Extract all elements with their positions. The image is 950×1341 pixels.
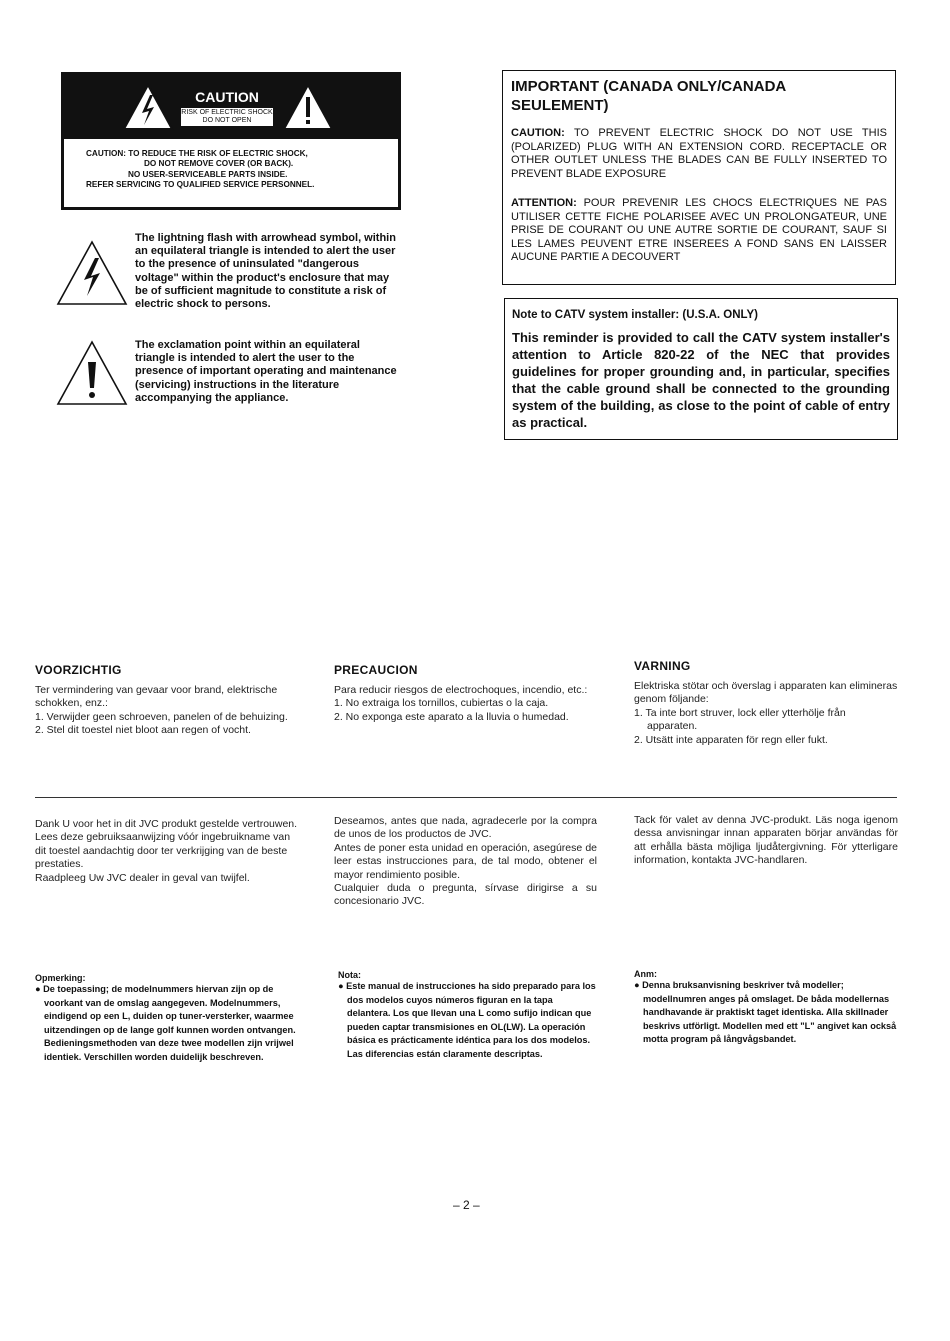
caution-subtitle-line: DO NOT OPEN [202, 117, 252, 124]
dutch-warning [35, 663, 300, 738]
important-attention-text: POUR PREVENIR LES CHOCS ELECTRIQUES NE PAS UTILISER CETTE FICHE POLARISEE AVEC UN PROLONGATEUR, UNE PRISE DE COURANT OU UNE AUTRE SORTIE DE COURANT, SAUF SI LES LAMES PEUVENT ETRE INSEREES A FOND SANS EN LAISSER AUCUNE PARTIE A DECOUVERT [511, 197, 887, 264]
caution-text-line: NO USER-SERVICEABLE PARTS INSIDE. [128, 169, 288, 179]
dutch-warning-text [35, 684, 300, 738]
caution-subtitle [180, 107, 274, 127]
swedish-note-text [634, 979, 898, 1047]
dutch-warning-intro: Ter vermindering van gevaar voor brand, elektrische schokken, enz.: [35, 684, 278, 710]
dutch-warning-item: 1. Verwijder geen schroeven, panelen of de behuizing. [35, 710, 288, 723]
page-number: – 2 – [453, 1198, 480, 1212]
spanish-note-heading: Nota: [338, 970, 361, 980]
dutch-thanks: Dank U voor het in dit JVC produkt gestelde vertrouwen. Lees deze gebruiksaanwijzing vóór ingebruikname van dit toestel aandachtig door ter verkrijging van de beste prestaties. Raadpleeg Uw JVC dealer in geval van twijfel. [35, 818, 298, 884]
swedish-note-heading: Anm: [634, 969, 657, 979]
swedish-warning [634, 659, 898, 747]
dutch-note-text [35, 983, 300, 1065]
swedish-warning-item: 1. Ta inte bort struver, lock eller ytterhölje från apparaten. [634, 706, 846, 733]
caution-label-text [72, 149, 390, 190]
spanish-warning-intro: Para reducir riesgos de electrochoques, incendio, etc.: [334, 684, 588, 696]
swedish-note-item: ● Denna bruksanvisning beskriver två modeller; modellnumren anges på omslaget. De båda modellernas handhavande är praktiskt taget identiska. Alla skillnader beskrivs utförligt. Modellen med ett "L" angivet kan också motta program på långvågsbandet. [634, 980, 897, 1045]
exclamation-symbol-description: The exclamation point within an equilateral triangle is intended to alert the user to the presence of important operating and maintenance (servicing) instructions in the literature accompanying the appliance. [135, 339, 397, 404]
spanish-warning-text [334, 684, 597, 724]
caution-subtitle-line: RISK OF ELECTRIC SHOCK [181, 109, 273, 116]
lightning-symbol-description: The lightning flash with arrowhead symbol, within an equilateral triangle is intended to alert the user to the presence of uninsulated "dangerous voltage" within the product's enclosure that may be of sufficient magnitude to constitute a risk of electric shock to persons. [135, 232, 396, 311]
catv-title: Note to CATV system installer: (U.S.A. ONLY) [512, 309, 759, 321]
spanish-warning-item: 2. No exponga este aparato a la lluvia o humedad. [334, 710, 569, 723]
exclamation-triangle-icon [56, 340, 128, 406]
caution-text-line: REFER SERVICING TO QUALIFIED SERVICE PERSONNEL. [86, 179, 315, 189]
spanish-note-item: ● Este manual de instrucciones ha sido preparado para los dos modelos cuyos números figuran en la tapa delantera. Los que llevan una L como sufijo indican que pueden captar transmisiones en OL(LW). La operación básica es prácticamente idéntica para los dos modelos. Las diferencias están claramente descriptas. [338, 981, 596, 1059]
swedish-warning-intro: Elektriska stötar och överslag i apparaten kan elimineras genom följande: [634, 680, 898, 706]
spanish-warning-item: 1. No extraiga los tornillos, cubiertas o la caja. [334, 697, 549, 710]
lightning-warning-icon [122, 83, 174, 131]
caution-center-panel [180, 89, 274, 127]
section-divider [35, 797, 897, 798]
swedish-warning-heading: VARNING [634, 659, 691, 673]
spanish-note-text [338, 980, 598, 1062]
important-canada-box [502, 70, 896, 285]
dutch-note-item: ● De toepassing; de modelnummers hiervan zijn op de voorkant van de omslag aangegeven. Modelnummers, eindigend op een L, duiden op tuner-versterker, waarmee uitzendingen op de lange golf kunnen worden ontvangen. Bedieningsmethoden van deze twee modellen zijn vrijwel identiek. Verschillen worden duidelijk beschreven. [35, 984, 296, 1062]
spanish-warning [334, 663, 597, 724]
spanish-note [338, 970, 598, 1062]
swedish-note [634, 969, 898, 1047]
caution-label-header [64, 75, 398, 139]
important-title-line: IMPORTANT (CANADA ONLY/CANADA [511, 78, 787, 95]
important-attention-label: ATTENTION: [511, 197, 577, 209]
important-caution-text: TO PREVENT ELECTRIC SHOCK DO NOT USE THIS (POLARIZED) PLUG WITH AN EXTENSION CORD. RECEPTACLE OR OTHER OUTLET UNLESS THE BLADES CAN BE FULLY INSERTED TO PREVENT BLADE EXPOSURE [511, 127, 887, 180]
important-title [511, 77, 786, 115]
swedish-warning-text [634, 680, 898, 747]
spanish-warning-heading: PRECAUCION [334, 663, 418, 677]
dutch-warning-heading: VOORZICHTIG [35, 663, 122, 677]
dutch-warning-item: 2. Stel dit toestel niet bloot aan regen of vocht. [35, 724, 251, 737]
swedish-thanks: Tack för valet av denna JVC-produkt. Läs noga igenom dessa anvisningar innan apparaten börjar användas för att erhålla bästa möjliga ljudåtergivning. För ytterligare information, kontakta JVC-handlaren. [634, 814, 898, 867]
swedish-warning-item: 2. Utsätt inte apparaten för regn eller fukt. [634, 733, 828, 746]
important-caution-paragraph [511, 127, 887, 181]
caution-text-line: DO NOT REMOVE COVER (OR BACK). [144, 159, 294, 169]
important-caution-label: CAUTION: [511, 127, 565, 139]
important-attention-paragraph [511, 197, 887, 265]
caution-text-line: CAUTION: TO REDUCE THE RISK OF ELECTRIC SHOCK, [86, 149, 308, 158]
caution-label [61, 72, 401, 210]
lightning-triangle-icon [56, 240, 128, 306]
exclamation-warning-icon [282, 83, 334, 131]
catv-body: This reminder is provided to call the CATV system installer's attention to Article 820-22 of the NEC that provides guidelines for proper grounding and, in particular, specifies that the cable ground shall be connected to the grounding system of the building, as close to the point of cable of entry as practical. [512, 330, 890, 430]
caution-title: CAUTION [180, 89, 274, 105]
dutch-note-heading: Opmerking: [35, 973, 86, 983]
spanish-thanks: Deseamos, antes que nada, agradecerle por la compra de unos de los productos de JVC. Antes de poner esta unidad en operación, asegúrese de leer estas instrucciones para, de tal modo, obtener el mayor rendimiento posible. Cualquier duda o pregunta, sírvase dirigirse a su concesionario JVC. [334, 815, 597, 908]
important-title-line: SEULEMENT) [511, 97, 609, 114]
catv-note-box [504, 298, 898, 440]
dutch-note [35, 973, 300, 1065]
